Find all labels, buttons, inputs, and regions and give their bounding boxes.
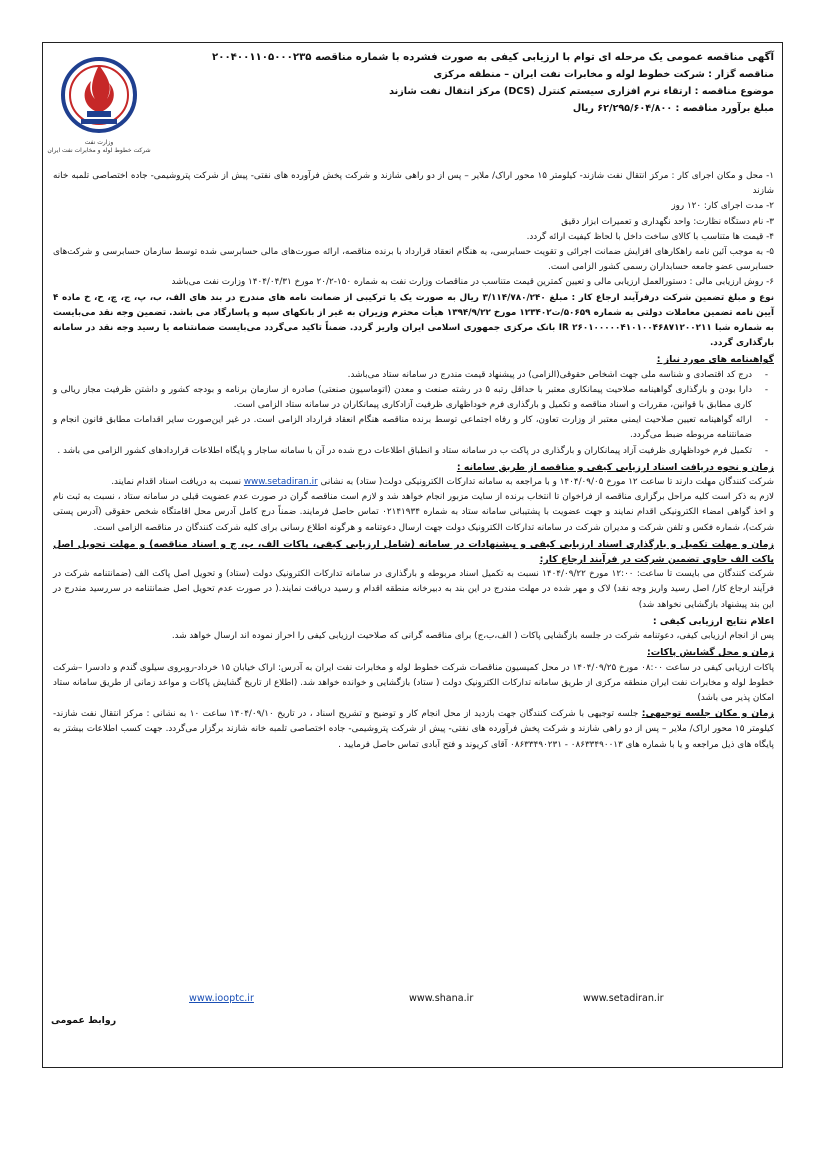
upload-heading: زمان و مهلت تکمیل و بارگذاری اسناد ارزیابی کیفی و پیشنهادات در سامانه (شامل ارزیابی کیفی، پاکات الف، ب، ج و اسناد مناقصه) و مهلت تحویل اصل پاکت الف حاوی تضمین شرکت در فرآیند ارجاع کار: [53,538,774,566]
item-6: ۶- روش ارزیابی مالی : دستورالعمل ارزیابی مالی و تعیین کمترین قیمت متناسب در مناقصات وزارت نفت به شماره ۱۵۰-۲۰/۲ مورخ ۱۴۰۴/۰۴/۳۱ وزارت نفت می‌باشد [171,277,774,288]
upload-paragraph: شرکت کنندگان می بایست تا ساعت: ۱۲:۰۰ مورخ ۱۴۰۴/۰۹/۲۲ نسبت به تکمیل اسناد مربوطه و بارگذاری در سامانه تدارکات الکترونیک دولت (ستاد) و تحویل اصل پاکت الف (ضمانتنامه شرکت در فرآیند ارجاع کار/ اصل رسید واریز وجه نقد) لاک و مهر شده در مهلت مندرج در این بند به دبیرخانه منطقه اقدام و رسید دریافت نمایند.( در صورت عدم تحویل اصل ضمانتنامه در سررسید مندرج در این بند پیشنهاد بازگشایی نخواهد شد) [53,569,774,610]
item-3: ۳- نام دستگاه نظارت: واحد نگهداری و تعمیرات ابزار دقیق [561,216,774,227]
organizer-line: مناقصه گزار : شرکت خطوط لوله و مخابرات نفت ایران – منطقه مرکزی [433,69,774,80]
iooptc-link[interactable]: www.iooptc.ir [189,993,254,1004]
briefing-paragraph: زمان و مکان جلسه توجیهی: جلسه توجیهی با شرکت کنندگان جهت بازدید از محل انجام کار و توضیح و تشریح اسناد ، در تاریخ ۱۴۰۴/۰۹/۱۰ ساعت ۱۰ به نشانی : مرکز انتقال نفت شازند- کیلومتر ۱۵ محور اراک/ ملایر – پس از دو راهی شازند و شرکت پخش فرآورده های نفتی- پیش از شرکت پتروشیمی- جاده اختصاصی تلمبه خانه شازند برگزار می‌گردد. جهت کسب اطلاعات بیشتر به پایگاه های ذیل مراجعه و یا با شماره های ۰۸۶۳۳۴۹۰۰۱۳ - ۰۸۶۳۳۴۹۰۲۳۱ آقای کریوند و فتح آبادی تماس حاصل فرمایید . [53,708,774,750]
subject-line: موضوع مناقصه : ارتقاء نرم افزاری سیستم کنترل (DCS) مرکز انتقال نفت شازند [389,86,774,97]
guarantee-paragraph: نوع و مبلغ تضمین شرکت درفرآیند ارجاع کار : مبلغ ۳/۱۱۴/۷۸۰/۲۴۰ ریال به صورت یک یا ترکیبی از ضمانت نامه های مندرج در بند های الف، ب، پ، ج، چ، ح، خ ماده ۴ آیین نامه تضمین معاملات دولتی به شماره ۵۰۶۵۹/ت۱۲۳۴۰۲ مورخ ۱۳۹۴/۹/۲۲ هیأت محترم وزیران به غیر از بانکهای سپه و پاسارگاد می باشد. تضمین وجه نقد می‌بایست به شماره شبا IR ۲۶۰۱۰۰۰۰۰۴۱۰۱۰۰۴۶۸۷۱۲۰۰۲۱۱ بانک مرکزی جمهوری اسلامی ایران واریز گردد. ضمناً تاکید می‌گردد می‌بایست ضمانتنامه یا رسید وجه نقد در سامانه بارگذاری گردد. [53,292,774,349]
list-item: - ارائه گواهینامه تعیین صلاحیت ایمنی معتبر از وزارت تعاون، کار و رفاه اجتماعی توسط برنده مناقصه هنگام انعقاد قرارداد الزامی است. در غیر این‌صورت سایر اقدامات مطابق قانون انجام و ضمانتنامه مربوطه ضبط می‌گردد. [53,413,756,443]
notice-frame [42,42,783,1068]
public-relations-signature: روابط عمومی [51,1015,117,1026]
item-2: ۲- مدت اجرای کار: ۱۲۰ روز [671,201,774,212]
item-5: ۵- به موجب آئین نامه راهکارهای افزایش ضمانت اجرائی و تقویت حسابرسی، به هنگام انعقاد قرارداد با برنده مناقصه، ارائه صورت‌های مالی حسابرسی شده توسط سازمان حسابرسی و شرکت‌های حسابرسی عضو جامعه حسابداران رسمی کشور الزامی است. [53,247,774,273]
certs-heading: گواهینامه های مورد نیاز : [656,354,774,366]
logo-caption: وزارت نفت شرکت خطوط لوله و مخابرات نفت ایران [47,139,151,154]
flame-emblem-icon [51,51,147,137]
setadiran-link[interactable]: www.setadiran.ir [583,993,664,1004]
opening-heading: زمان و محل گشایش پاکات: [646,647,774,659]
docs-heading: زمان و نحوه دریافت اسناد ارزیابی کیفی و مناقصه از طریق سامانه : [456,461,774,473]
certs-list [53,368,774,459]
docs-paragraph-2: لازم به ذکر است کلیه مراحل برگزاری مناقصه از فراخوان تا انتخاب برنده از سایت مزبور انجام خواهد شد و لازم است مناقصه گران در صورت عدم عضویت قبلی در سامانه ستاد ، نسبت به ثبت نام و اخذ گواهی امضاء الکترونیکی اقدام نمایند و جهت عضویت با پشتیبانی سامانه ستاد به شماره ۰۲۱۴۱۹۳۴ تماس حاصل فرمایند. ضمناً درج کامل آدرس محل اقامتگاه شخص حقوقی (آدرس پستی شرکت)، شماره فکس و تلفن شرکت و مدیران شرکت در سامانه تدارکات الکترونیک دولت جهت ارسال دعوتنامه و هرگونه اطلاع رسانی برای کلیه شرکت کنندگان در مناقصه الزامی است. [53,492,774,533]
footer-links [43,993,782,1013]
list-item: - دارا بودن و بارگذاری گواهینامه صلاحیت پیمانکاری معتبر با حداقل رتبه ۵ در رشته صنعت و معدن (اتوماسیون صنعتی) صادره از سازمان برنامه و بودجه کشور و داشتن ظرفیت مجاز ریالی و کاری مطابق با قوانین، مقررات و اسناد مناقصه و تکمیل و بارگذاری فرم خوداظهاری ظرفیت آزادکاری پیمانکاران در سامانه ستاد الزامی است. [53,383,756,413]
item-4: ۴- قیمت ها متناسب با کالای ساخت داخل با لحاظ کیفیت ارائه گردد. [526,231,774,242]
item-1: ۱- محل و مکان اجرای کار : مرکز انتقال نفت شازند- کیلومتر ۱۵ محور اراک/ ملایر – پس از دو راهی شازند و شرکت پخش فرآورده های نفتی- پیش از شرکت پتروشیمی- جاده اختصاصی تلمبه خانه شازند [53,171,774,197]
shana-link[interactable]: www.shana.ir [409,993,474,1004]
notice-title: آگهی مناقصه عمومی یک مرحله ای توام با ارزیابی کیفی به صورت فشرده با شماره مناقصه ۲۰۰۴۰۰۱۱۰۵۰۰۰۲۳۵ [212,52,774,63]
list-item: - درج کد اقتصادی و شناسه ملی جهت اشخاص حقوقی(الزامی) در پیشنهاد قیمت مندرج در سامانه ستاد می‌باشد. [53,368,756,383]
company-logo [51,51,147,137]
opening-paragraph: پاکات ارزیابی کیفی در ساعت ۰۸:۰۰ مورخ ۱۴۰۴/۰۹/۲۵ در محل کمیسیون مناقصات شرکت خطوط لوله و مخابرات نفت ایران به آدرس: اراک خیابان ۱۵ خرداد-روبروی سیلوی گندم و دادسرا –شرکت خطوط لوله و مخابرات نفت ایران منطقه مرکزی از طریق سامانه تدارکات الکترونیک دولت ( ستاد) بازگشایی و خوانده خواهد شد. (اطلاع از تاریخ گشایش پاکات و مواعد زمانی از طریق سامانه ستاد امکان پذیر می باشد) [53,662,775,703]
docs-paragraph-1: شرکت کنندگان مهلت دارند تا ساعت ۱۲ مورخ ۱۴۰۴/۰۹/۰۵ و با مراجعه به سامانه تدارکات الکترونیکی دولت( ستاد) به نشانی www.setadiran.ir نسبت به دریافت اسناد اقدام نمایند. [111,477,774,488]
notice-header [53,49,774,169]
estimate-line: مبلغ برآورد مناقصه : ۶۲/۲۹۵/۶۰۴/۸۰۰ ریال [572,103,774,114]
briefing-heading: زمان و مکان جلسه توجیهی: [641,708,774,720]
setad-link[interactable]: www.setadiran.ir [243,477,318,488]
list-item: - تکمیل فرم خوداظهاری ظرفیت آزاد پیمانکاران و بارگذاری در پاکت ب در سامانه ستاد و انطباق اطلاعات درج شده در آن با سامانه ساجار و پایگاه اطلاعات قراردادهای کشور الزامی می باشد . [53,444,756,459]
results-heading: اعلام نتایج ارزیابی کیفی : [652,615,774,627]
results-paragraph: پس از انجام ارزیابی کیفی، دعوتنامه شرکت در جلسه بازگشایی پاکات ( الف،ب،ج) برای مناقصه گرانی که صلاحیت ارزیابی کیفی را احراز نموده اند ارسال خواهد شد. [171,631,774,642]
tender-notice [43,43,782,753]
